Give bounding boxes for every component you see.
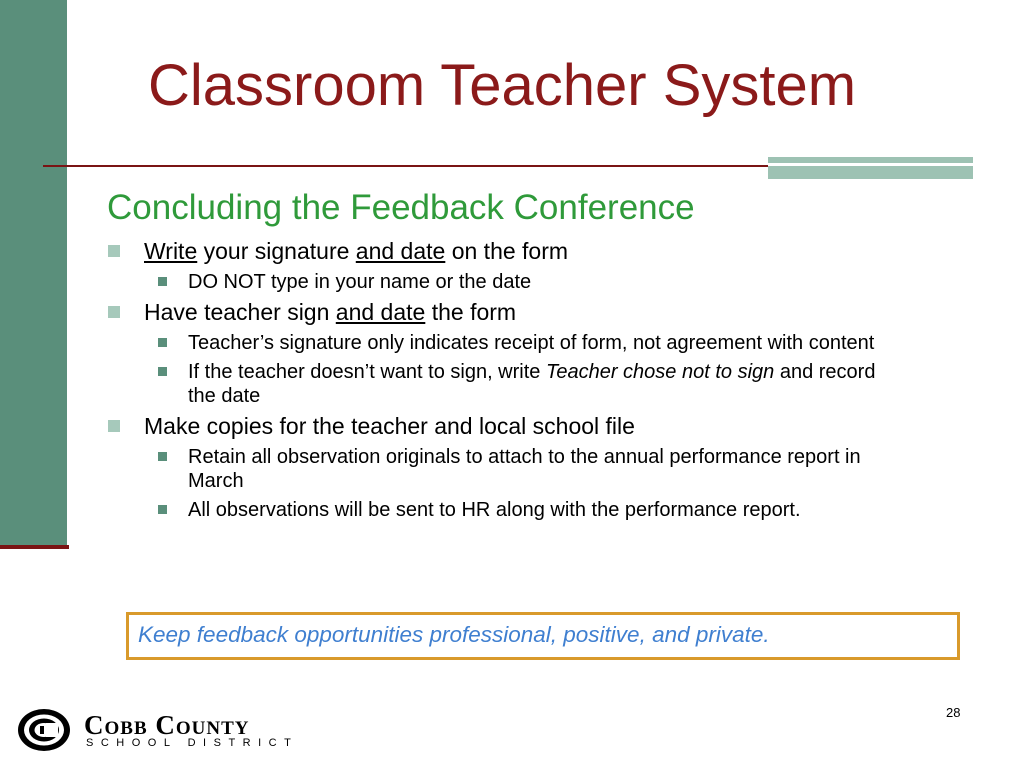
sub-bullet-square-icon <box>158 338 167 347</box>
text-run: Make copies for the teacher and local school file <box>144 413 635 439</box>
left-side-bar <box>0 0 67 545</box>
bullet-square-icon <box>108 420 120 432</box>
text-run: and date <box>335 299 426 325</box>
text-run: All observations will be sent to HR along with the performance report. <box>188 499 801 521</box>
text-run: Have teacher sign <box>144 299 336 325</box>
text-run: Teacher chose not to sign <box>545 361 775 383</box>
text-run: Retain all observation originals to attach to the annual performance report in March <box>188 446 861 492</box>
text-run: and date <box>355 238 446 264</box>
title-divider <box>43 165 783 167</box>
sub-bullet-item <box>188 331 908 355</box>
sub-bullet-item <box>188 360 908 408</box>
sub-bullet-square-icon <box>158 367 167 376</box>
slide-title: Classroom Teacher System <box>148 53 857 118</box>
sub-bullet-square-icon <box>158 452 167 461</box>
bullet-square-icon <box>108 245 120 257</box>
text-run: and record the date <box>188 361 876 407</box>
bullet-item <box>106 412 906 440</box>
cobb-c-seal-icon <box>16 707 72 753</box>
logo-district-name: Cobb County <box>84 710 250 740</box>
sub-bullet-square-icon <box>158 277 167 286</box>
page-number: 28 <box>946 705 961 720</box>
text-run: If the teacher doesn’t want to sign, write <box>188 361 546 383</box>
sub-bullet-item <box>188 498 908 522</box>
bullet-item <box>106 237 906 265</box>
side-bar-rule <box>0 545 69 549</box>
sub-bullet-square-icon <box>158 505 167 514</box>
text-run: the form <box>425 299 517 325</box>
bullet-list <box>106 237 906 522</box>
text-run: DO NOT type in your name or the date <box>188 271 532 293</box>
text-run: your signature <box>197 238 356 264</box>
text-run: Write <box>144 238 198 264</box>
callout-text: Keep feedback opportunities professional, positive, and private. <box>138 622 770 647</box>
slide-subtitle: Concluding the Feedback Conference <box>107 188 695 227</box>
logo-district-subtitle: SCHOOL DISTRICT <box>86 737 299 749</box>
bullet-square-icon <box>108 306 120 318</box>
sub-bullet-item <box>188 270 908 294</box>
bullet-item <box>106 298 906 326</box>
text-run: on the form <box>445 238 569 264</box>
accent-bar <box>768 157 973 179</box>
sub-bullet-item <box>188 445 908 493</box>
text-run: Teacher’s signature only indicates receipt of form, not agreement with content <box>188 332 875 354</box>
